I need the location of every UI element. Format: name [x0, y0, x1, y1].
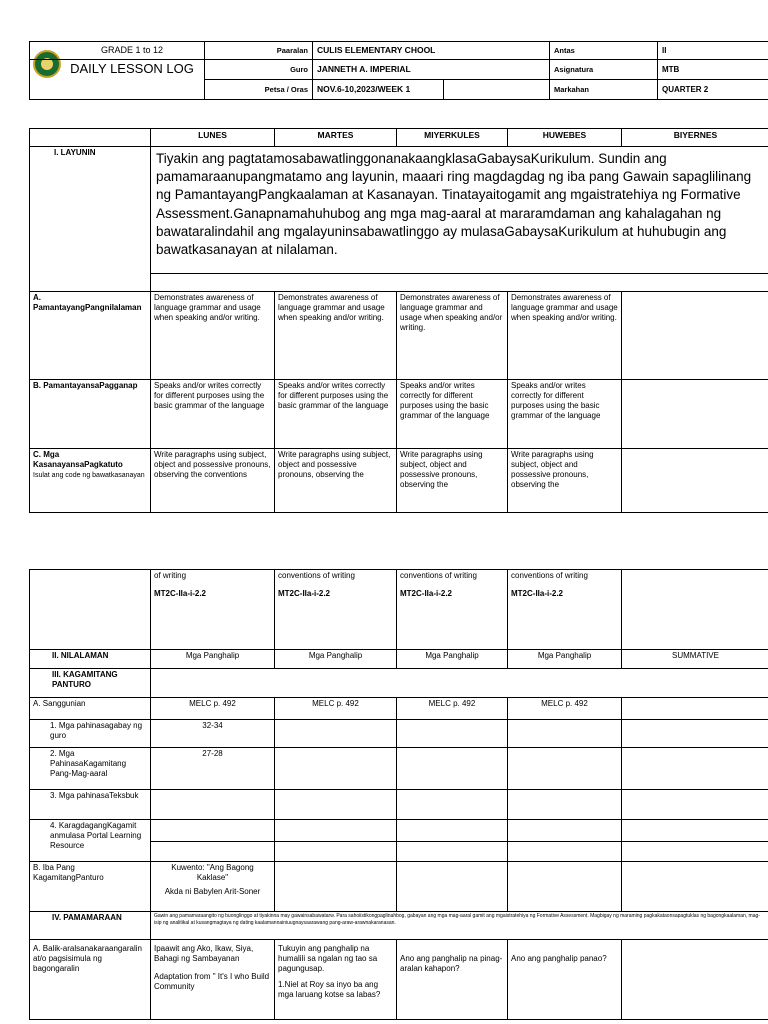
nilalaman-lunes: Mga Panghalip: [151, 650, 275, 669]
kasanayan-martes: Write paragraphs using subject, object and possessive pronouns, observing the: [275, 449, 397, 513]
document-title: DAILY LESSON LOG: [30, 60, 205, 100]
pagganap-biyernes: [622, 380, 768, 449]
balik-aral-lunes: [151, 940, 275, 1020]
date-extra-cell: [444, 80, 550, 100]
subject-label: Asignatura: [550, 60, 658, 80]
nilalaman-huwebes: Mga Panghalip: [508, 650, 622, 669]
day-martes: MARTES: [275, 129, 397, 147]
portal-lunes-2: [151, 842, 275, 862]
kasanayan-huwebes: Write paragraphs using subject, object and possessive pronouns, observing the: [508, 449, 622, 513]
iba-pang-label: B. Iba Pang KagamitangPanturo: [30, 862, 151, 912]
teksbuk-label: 3. Mga pahinasaTeksbuk: [30, 790, 151, 820]
kasanayan-miyerkules: Write paragraphs using subject, object and possessive pronouns, observing the: [397, 449, 508, 513]
balik-aral-lunes-text: Ipaawit ang Ako, Ikaw, Siya, Bahagi ng Sambayanan: [154, 944, 254, 963]
balik-aral-biyernes: [622, 940, 768, 1020]
pamamaraan-text: Gawin ang pamamaraangito ng buonglinggo at tiyakinna may gawainsabawatarw. Para sahoiistikongpaglinahbog, gabayan ang mga mag-aaral gamit ang mgaistratehiya ng Formative Assessment. Magbigay ng maraming pagkakataonsapagtuklas ng bagongkaalaman, mag-isip ng analitikal at kusangmagtaya ng dating kaalamannainiuugnaysaarawang pang-araw-arawnakaranasan.: [151, 912, 768, 940]
pagganap-martes: Speaks and/or writes correctly for different purposes using the basic grammar of the language: [275, 380, 397, 449]
iba-pang-lunes: [151, 862, 275, 912]
sanggunian-label: A. Sanggunian: [30, 698, 151, 720]
portal-miyerkules: [397, 820, 508, 842]
iba-pang-biyernes: [622, 862, 768, 912]
date-label: Petsa / Oras: [205, 80, 313, 100]
sanggunian-huwebes: MELC p. 492: [508, 698, 622, 720]
kasanayan-biyernes: [622, 449, 768, 513]
pagganap-huwebes: Speaks and/or writes correctly for different purposes using the basic grammar of the language: [508, 380, 622, 449]
iba-pang-miyerkules: [397, 862, 508, 912]
portal-martes-2: [275, 842, 397, 862]
sanggunian-miyerkules: MELC p. 492: [397, 698, 508, 720]
story-author: Akda ni Babylen Arit-Soner: [164, 887, 261, 896]
gabay-guro-huwebes: [508, 720, 622, 748]
pangnilalaman-martes: Demonstrates awareness of language grammar and usage when speaking and/or writing.: [275, 292, 397, 380]
quarter-label: Markahan: [550, 80, 658, 100]
iba-pang-martes: [275, 862, 397, 912]
gabay-guro-miyerkules: [397, 720, 508, 748]
mag-aaral-label: 2. Mga PahinasaKagamitang Pang-Mag-aaral: [30, 748, 151, 790]
balik-aral-huwebes: Ano ang panghalip panao?: [508, 940, 622, 1020]
kasanayan-label-cell: [30, 449, 151, 513]
kagamitan-label: III. KAGAMITANG PANTURO: [30, 669, 151, 698]
gabay-guro-label: 1. Mga pahinasagabay ng guro: [30, 720, 151, 748]
pangnilalaman-huwebes: Demonstrates awareness of language grammar and usage when speaking and/or writing.: [508, 292, 622, 380]
cont-biyernes: [622, 570, 768, 650]
portal-biyernes: [622, 820, 768, 842]
balik-aral-miyerkules: Ano ang panghalip na pinag-aralan kahapon?: [397, 940, 508, 1020]
portal-huwebes: [508, 820, 622, 842]
sanggunian-martes: MELC p. 492: [275, 698, 397, 720]
teksbuk-martes: [275, 790, 397, 820]
corner-cell: [30, 129, 151, 147]
cont-huwebes: [508, 570, 622, 650]
gabay-guro-martes: [275, 720, 397, 748]
header-table: [29, 41, 768, 100]
balik-aral-label: A. Balik-aralsanakaraangaralin at/o pagsisimula ng bagongaralin: [30, 940, 151, 1020]
portal-label: 4. KaragdagangKagamit anmulasa Portal Learning Resource: [30, 820, 151, 862]
portal-lunes: [151, 820, 275, 842]
balik-aral-martes-extra: 1.Niel at Roy sa inyo ba ang mga laruang kotse sa labas?: [278, 980, 381, 999]
balik-aral-martes: [275, 940, 397, 1020]
portal-biyernes-2: [622, 842, 768, 862]
subject-value: MTB: [658, 60, 768, 80]
story-title: Kuwento: "Ang Bagong Kaklase": [171, 863, 254, 882]
day-lunes: LUNES: [151, 129, 275, 147]
sanggunian-biyernes: [622, 698, 768, 720]
pangnilalaman-biyernes: [622, 292, 768, 380]
day-huwebes: HUWEBES: [508, 129, 622, 147]
pagganap-lunes: Speaks and/or writes correctly for different purposes using the basic grammar of the language: [151, 380, 275, 449]
kagamitan-blank: [151, 669, 768, 698]
level-label: Antas: [550, 42, 658, 60]
nilalaman-miyerkules: Mga Panghalip: [397, 650, 508, 669]
pagganap-miyerkules: Speaks and/or writes correctly for different purposes using the basic grammar of the language: [397, 380, 508, 449]
cont-lunes: [151, 570, 275, 650]
iba-pang-huwebes: [508, 862, 622, 912]
layunin-text: Tiyakin ang pagtatamosabawatlinggonanakaangklasaGabaysaKurikulum. Sundin ang pamamaraanupangmatamo ang layunin, maaari ring magdagdag ng iba pang Gawain sapaglilinang ng PamantayangPangkaalaman at Kasanayan. Tinatayaitogamit ang mgaistratehiya ng Formative Assessment.Ganapnamahuhubog ang mga mag-aaral at mararamdaman ang kahalagahan ng bawataralindahil ang mgalayuninsabawatlinggo ay mulasaGabaysaKurikulum at huhubugin ang bawatkasanayan at nilalaman.: [151, 147, 768, 274]
lesson-table-page1: [29, 128, 768, 513]
gabay-guro-lunes: 32-34: [151, 720, 275, 748]
layunin-label: I. LAYUNIN: [30, 147, 151, 292]
teksbuk-miyerkules: [397, 790, 508, 820]
teksbuk-lunes: [151, 790, 275, 820]
quarter-value: QUARTER 2: [658, 80, 768, 100]
layunin-blank-row: [151, 274, 768, 292]
nilalaman-biyernes: SUMMATIVE: [622, 650, 768, 669]
competency-code: MT2C-IIa-i-2.2: [511, 589, 564, 598]
pamantayang-pangnilalaman-label: A. PamantayangPangnilalaman: [30, 292, 151, 380]
cont-text: conventions of writing: [511, 571, 588, 580]
cont-label-cell: [30, 570, 151, 650]
lesson-table-page2: [29, 569, 768, 1020]
kasanayan-sublabel: Isulat ang code ng bawatkasanayan: [33, 472, 145, 479]
mag-aaral-miyerkules: [397, 748, 508, 790]
day-miyerkules: MIYERKULES: [397, 129, 508, 147]
pangnilalaman-lunes: Demonstrates awareness of language grammar and usage when speaking and/or writing.: [151, 292, 275, 380]
nilalaman-label: II. NILALAMAN: [30, 650, 151, 669]
competency-code: MT2C-IIa-i-2.2: [154, 589, 207, 598]
day-biyernes: BIYERNES: [622, 129, 768, 147]
cont-text: conventions of writing: [400, 571, 477, 580]
pangnilalaman-miyerkules: Demonstrates awareness of language grammar and usage when speaking and/or writing.: [397, 292, 508, 380]
teacher-label: Guro: [205, 60, 313, 80]
competency-code: MT2C-IIa-i-2.2: [278, 589, 331, 598]
school-value: CULIS ELEMENTARY CHOOL: [313, 42, 550, 60]
balik-aral-martes-text: Tukuyin ang panghalip na humalili sa ngalan ng tao sa pagungusap.: [278, 944, 378, 973]
pamamaraan-label: IV. PAMAMARAAN: [30, 912, 151, 940]
cont-martes: [275, 570, 397, 650]
teksbuk-huwebes: [508, 790, 622, 820]
portal-huwebes-2: [508, 842, 622, 862]
mag-aaral-martes: [275, 748, 397, 790]
sanggunian-lunes: MELC p. 492: [151, 698, 275, 720]
nilalaman-martes: Mga Panghalip: [275, 650, 397, 669]
cont-text: of writing: [154, 571, 187, 580]
kasanayan-lunes: Write paragraphs using subject, object and possessive pronouns, observing the conventions: [151, 449, 275, 513]
gabay-guro-biyernes: [622, 720, 768, 748]
cont-miyerkules: [397, 570, 508, 650]
teacher-value: JANNETH A. IMPERIAL: [313, 60, 550, 80]
cont-text: conventions of writing: [278, 571, 355, 580]
grade-label: GRADE 1 to 12: [30, 42, 205, 60]
mag-aaral-huwebes: [508, 748, 622, 790]
pamantayan-pagganap-label: B. PamantayansaPagganap: [30, 380, 151, 449]
date-value: NOV.6-10,2023/WEEK 1: [313, 80, 444, 100]
teksbuk-biyernes: [622, 790, 768, 820]
balik-aral-lunes-extra: Adaptation from " It's I who Build Community: [154, 972, 270, 991]
kasanayan-label: C. Mga KasanayansaPagkatuto: [33, 450, 123, 469]
portal-miyerkules-2: [397, 842, 508, 862]
portal-martes: [275, 820, 397, 842]
mag-aaral-biyernes: [622, 748, 768, 790]
mag-aaral-lunes: 27-28: [151, 748, 275, 790]
level-value: II: [658, 42, 768, 60]
school-label: Paaralan: [205, 42, 313, 60]
competency-code: MT2C-IIa-i-2.2: [400, 589, 453, 598]
